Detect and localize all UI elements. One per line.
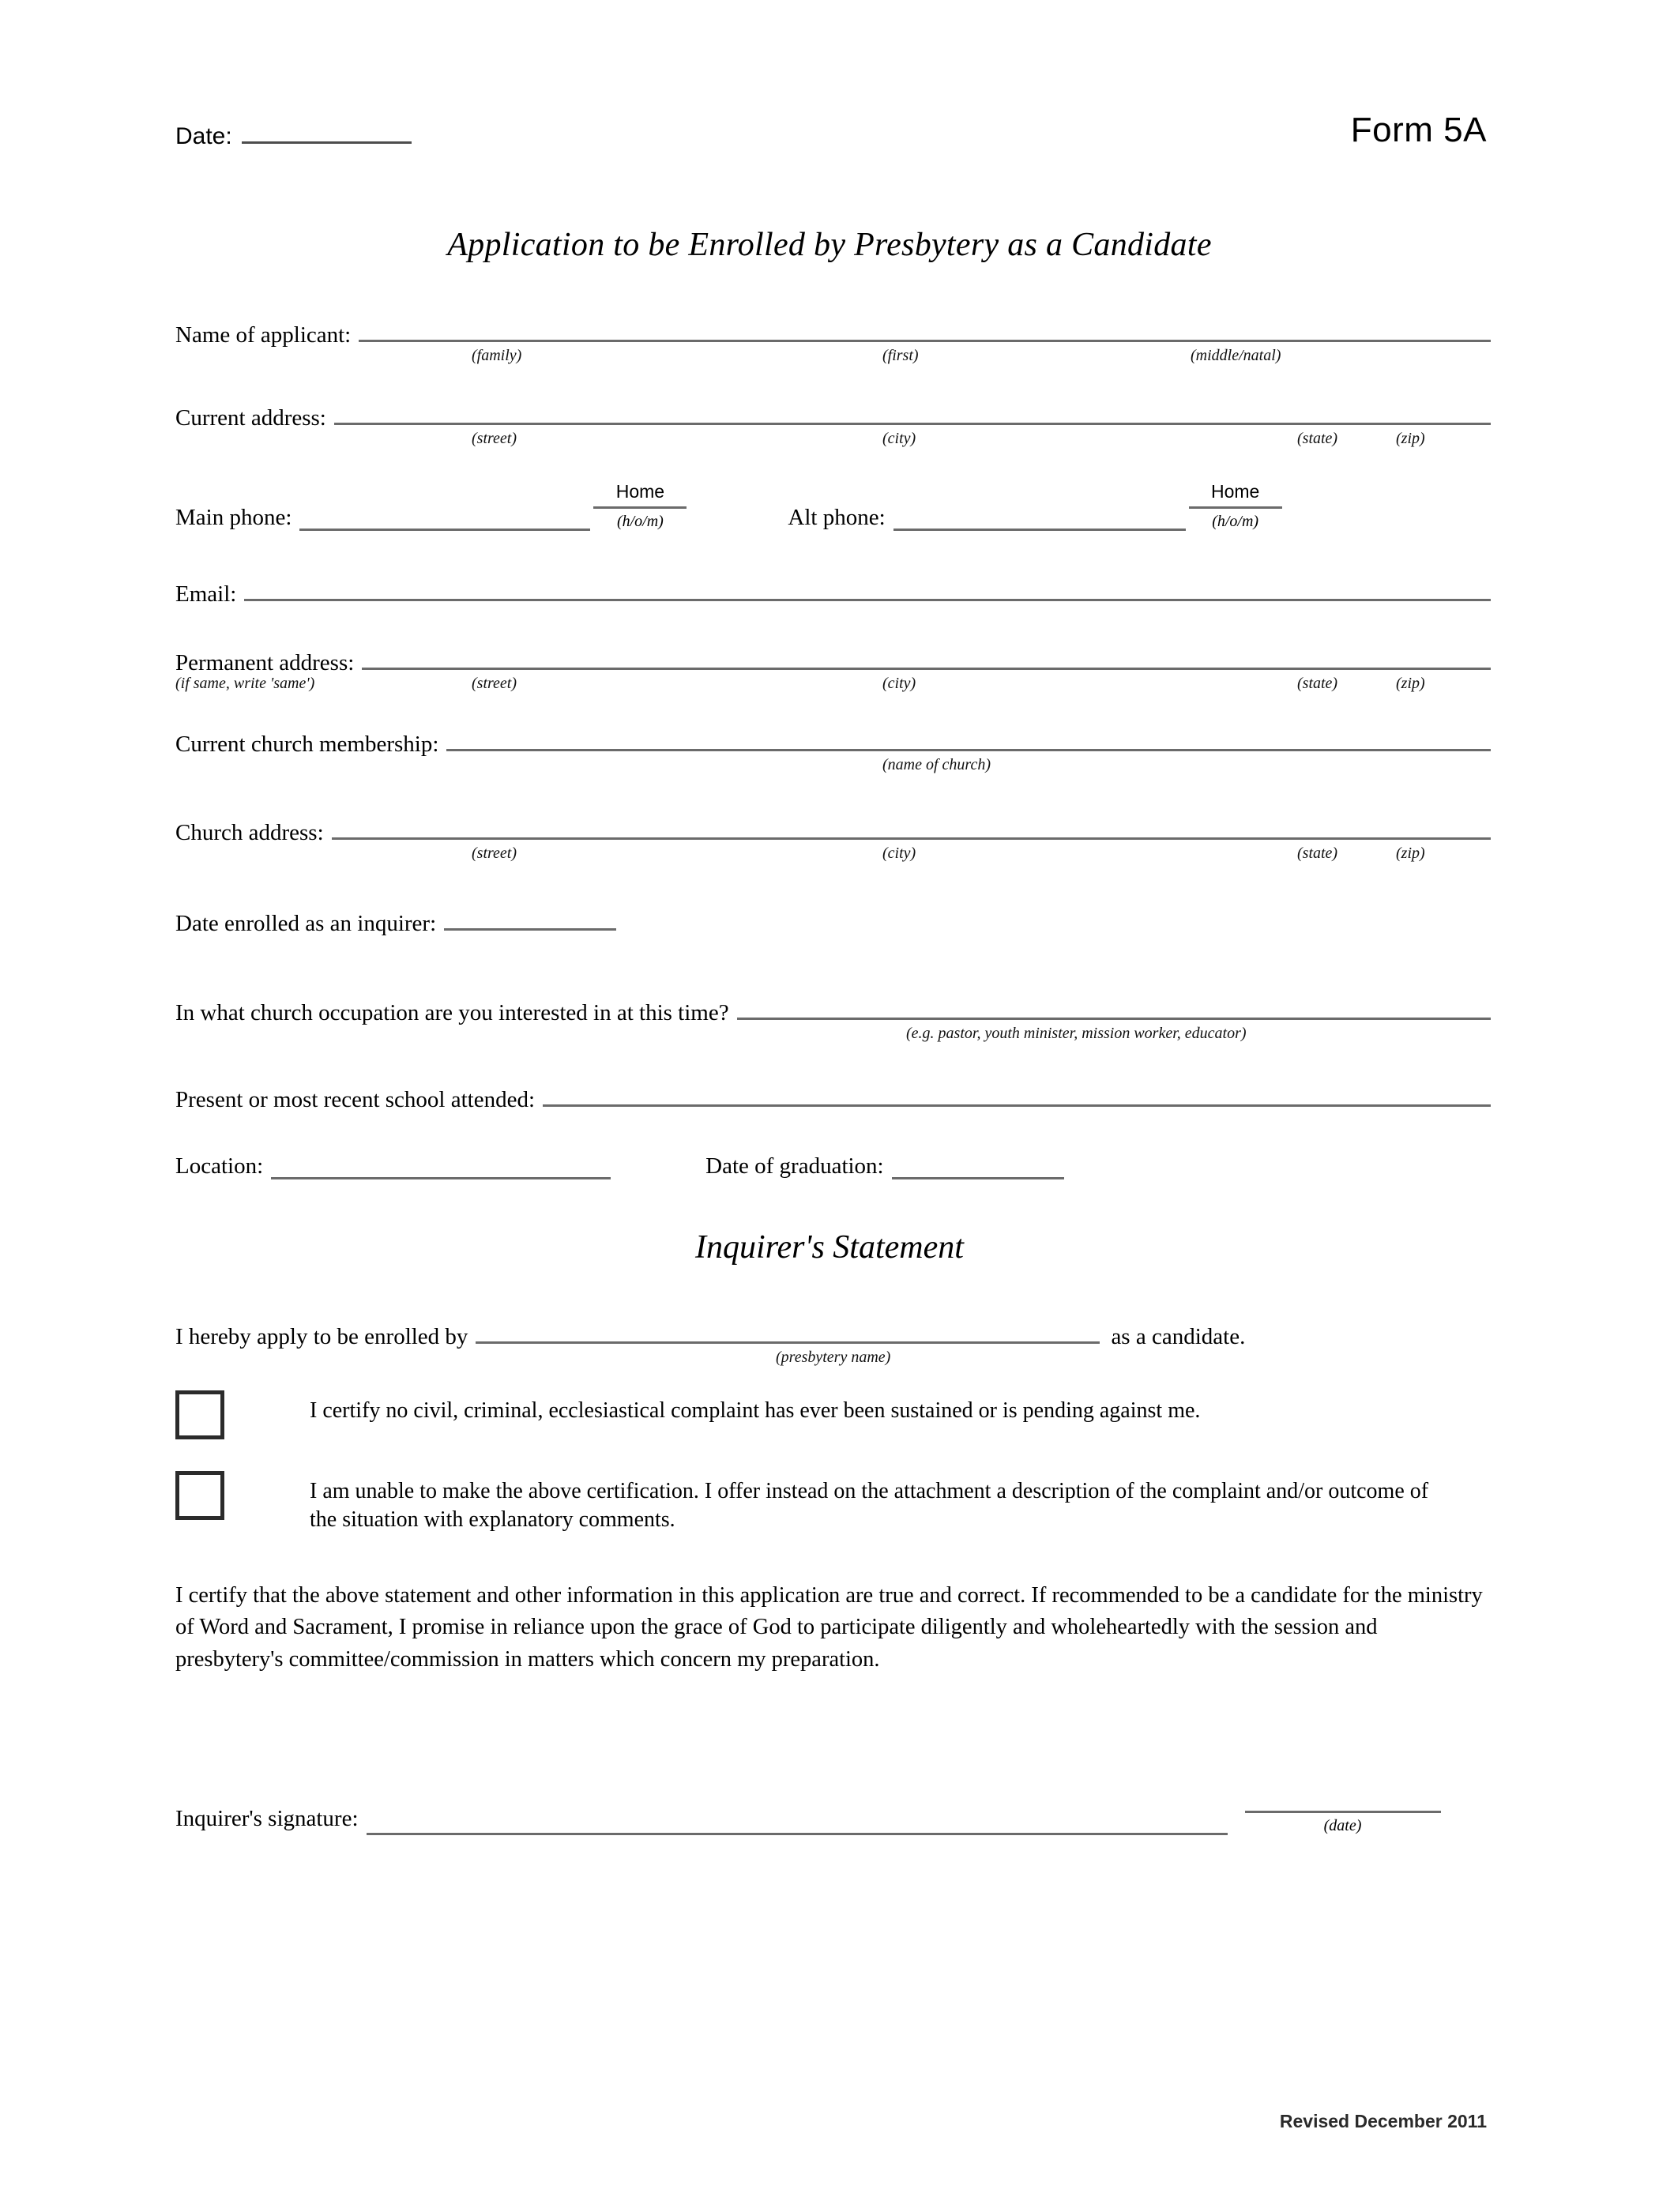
church-address-sub-city: (city) bbox=[882, 845, 916, 862]
signature-date-field[interactable] bbox=[1245, 1808, 1441, 1835]
main-phone-label: Main phone: bbox=[175, 505, 292, 531]
main-phone-sub: (h/o/m) bbox=[616, 513, 664, 531]
church-address-input-line[interactable] bbox=[332, 814, 1491, 840]
current-address-input-line[interactable] bbox=[334, 399, 1491, 425]
name-sub-first: (first) bbox=[882, 347, 919, 364]
certification-paragraph: I certify that the above statement and other information in this application are true and correct. If recommended to be a candidate for the ministry of Word and Sacrament, I promise in reliance upon the grace of God to participate diligently and wholeheartedly with the session and presbytery's committee/commission in matters which concern my preparation. bbox=[175, 1583, 1483, 1672]
school-input-line[interactable] bbox=[543, 1081, 1491, 1107]
location-label: Location: bbox=[175, 1153, 264, 1179]
page-header bbox=[175, 111, 1487, 150]
church-address-sub-state: (state) bbox=[1297, 845, 1338, 862]
certify-no-complaint-label: I certify no civil, criminal, ecclesiastical complaint has ever been sustained or is pending against me. bbox=[310, 1398, 1201, 1423]
permanent-address-input-line[interactable] bbox=[362, 644, 1491, 670]
page-title: Application to be Enrolled by Presbytery as a Candidate bbox=[447, 227, 1212, 263]
church-address-sub-zip: (zip) bbox=[1396, 845, 1425, 862]
current-address-label: Current address: bbox=[175, 405, 326, 431]
alt-phone-type[interactable] bbox=[1189, 482, 1282, 531]
alt-phone-sub: (h/o/m) bbox=[1212, 513, 1259, 531]
church-membership-label: Current church membership: bbox=[175, 732, 439, 757]
statement-heading: Inquirer's Statement bbox=[695, 1229, 964, 1266]
main-phone-home-label: Home bbox=[615, 481, 665, 502]
main-phone-input-line[interactable] bbox=[299, 503, 590, 531]
name-sub-family: (family) bbox=[472, 347, 522, 364]
occupation-sub-examples: (e.g. pastor, youth minister, mission worker, educator) bbox=[906, 1025, 1247, 1042]
alt-phone-label: Alt phone: bbox=[788, 505, 886, 531]
permanent-address-sub-street: (street) bbox=[472, 675, 517, 692]
field-location bbox=[175, 1152, 611, 1179]
field-current-address bbox=[175, 399, 1491, 453]
presbytery-name-sub: (presbytery name) bbox=[776, 1349, 891, 1366]
email-input-line[interactable] bbox=[244, 575, 1491, 601]
graduation-input-line[interactable] bbox=[892, 1152, 1064, 1179]
permanent-address-sub-city: (city) bbox=[882, 675, 916, 692]
current-address-sub-street: (street) bbox=[472, 430, 517, 447]
date-enrolled-label: Date enrolled as an inquirer: bbox=[175, 911, 437, 936]
alt-phone-home-label: Home bbox=[1210, 481, 1260, 502]
alt-phone-type-line[interactable] bbox=[1189, 503, 1282, 509]
church-membership-input-line[interactable] bbox=[446, 725, 1491, 751]
date-field[interactable] bbox=[175, 121, 412, 150]
form-id: Form 5A bbox=[1350, 111, 1487, 149]
apply-prefix-label: I hereby apply to be enrolled by bbox=[175, 1324, 468, 1349]
unable-to-certify-label: I am unable to make the above certification. I offer instead on the attachment a description of the complaint and/or outcome of the situation with explanatory comments. bbox=[310, 1479, 1429, 1533]
graduation-label: Date of graduation: bbox=[705, 1153, 884, 1179]
field-occupation bbox=[175, 994, 1491, 1048]
field-graduation-date bbox=[705, 1152, 1063, 1179]
church-address-label: Church address: bbox=[175, 820, 324, 845]
current-address-sub-state: (state) bbox=[1297, 430, 1338, 447]
church-membership-sub: (name of church) bbox=[882, 756, 991, 773]
current-address-sub-city: (city) bbox=[882, 430, 916, 447]
main-phone-type-line[interactable] bbox=[593, 503, 687, 509]
permanent-address-label: Permanent address: bbox=[175, 650, 355, 675]
signature-row bbox=[175, 1808, 1491, 1835]
phone-row bbox=[175, 482, 1491, 531]
church-address-sub-street: (street) bbox=[472, 845, 517, 862]
location-graduation-row bbox=[175, 1152, 1491, 1179]
field-name-of-applicant bbox=[175, 316, 1491, 371]
permanent-address-sub-zip: (zip) bbox=[1396, 675, 1425, 692]
date-enrolled-input-line[interactable] bbox=[444, 905, 616, 931]
checkbox-option-1[interactable] bbox=[175, 1390, 1491, 1439]
email-label: Email: bbox=[175, 581, 237, 607]
alt-phone-input-line[interactable] bbox=[893, 503, 1186, 531]
permanent-address-sub-state: (state) bbox=[1297, 675, 1338, 692]
permanent-address-sub-if-same: (if same, write 'same') bbox=[175, 675, 315, 692]
occupation-input-line[interactable] bbox=[737, 994, 1491, 1020]
field-apply-presbytery bbox=[175, 1318, 1491, 1372]
school-label: Present or most recent school attended: bbox=[175, 1087, 536, 1112]
name-label: Name of applicant: bbox=[175, 322, 352, 348]
main-phone-type[interactable] bbox=[593, 482, 687, 531]
signature-date-sub: (date) bbox=[1323, 1817, 1362, 1834]
certify-no-complaint-checkbox[interactable] bbox=[175, 1390, 224, 1439]
apply-suffix-label: as a candidate. bbox=[1111, 1324, 1246, 1349]
occupation-label: In what church occupation are you interested in at this time? bbox=[175, 1000, 729, 1025]
date-input-line[interactable] bbox=[242, 121, 412, 144]
checkbox-option-2[interactable] bbox=[175, 1471, 1491, 1535]
signature-label: Inquirer's signature: bbox=[175, 1806, 359, 1831]
signature-date-input-line[interactable] bbox=[1245, 1808, 1441, 1813]
field-church-membership bbox=[175, 725, 1491, 780]
field-church-address bbox=[175, 814, 1491, 868]
current-address-sub-zip: (zip) bbox=[1396, 430, 1425, 447]
date-label: Date: bbox=[175, 123, 232, 149]
unable-to-certify-checkbox[interactable] bbox=[175, 1471, 224, 1520]
field-date-enrolled bbox=[175, 905, 1491, 935]
signature-input-line[interactable] bbox=[367, 1808, 1228, 1835]
footer-revised: Revised December 2011 bbox=[1279, 2111, 1487, 2131]
presbytery-name-input-line[interactable] bbox=[476, 1318, 1100, 1344]
name-sub-middle: (middle/natal) bbox=[1191, 347, 1281, 364]
field-alt-phone bbox=[788, 482, 1281, 531]
name-input-line[interactable] bbox=[359, 316, 1491, 342]
field-permanent-address bbox=[175, 644, 1491, 698]
field-email bbox=[175, 575, 1491, 606]
field-school bbox=[175, 1081, 1491, 1112]
location-input-line[interactable] bbox=[271, 1152, 611, 1179]
field-main-phone bbox=[175, 482, 687, 531]
